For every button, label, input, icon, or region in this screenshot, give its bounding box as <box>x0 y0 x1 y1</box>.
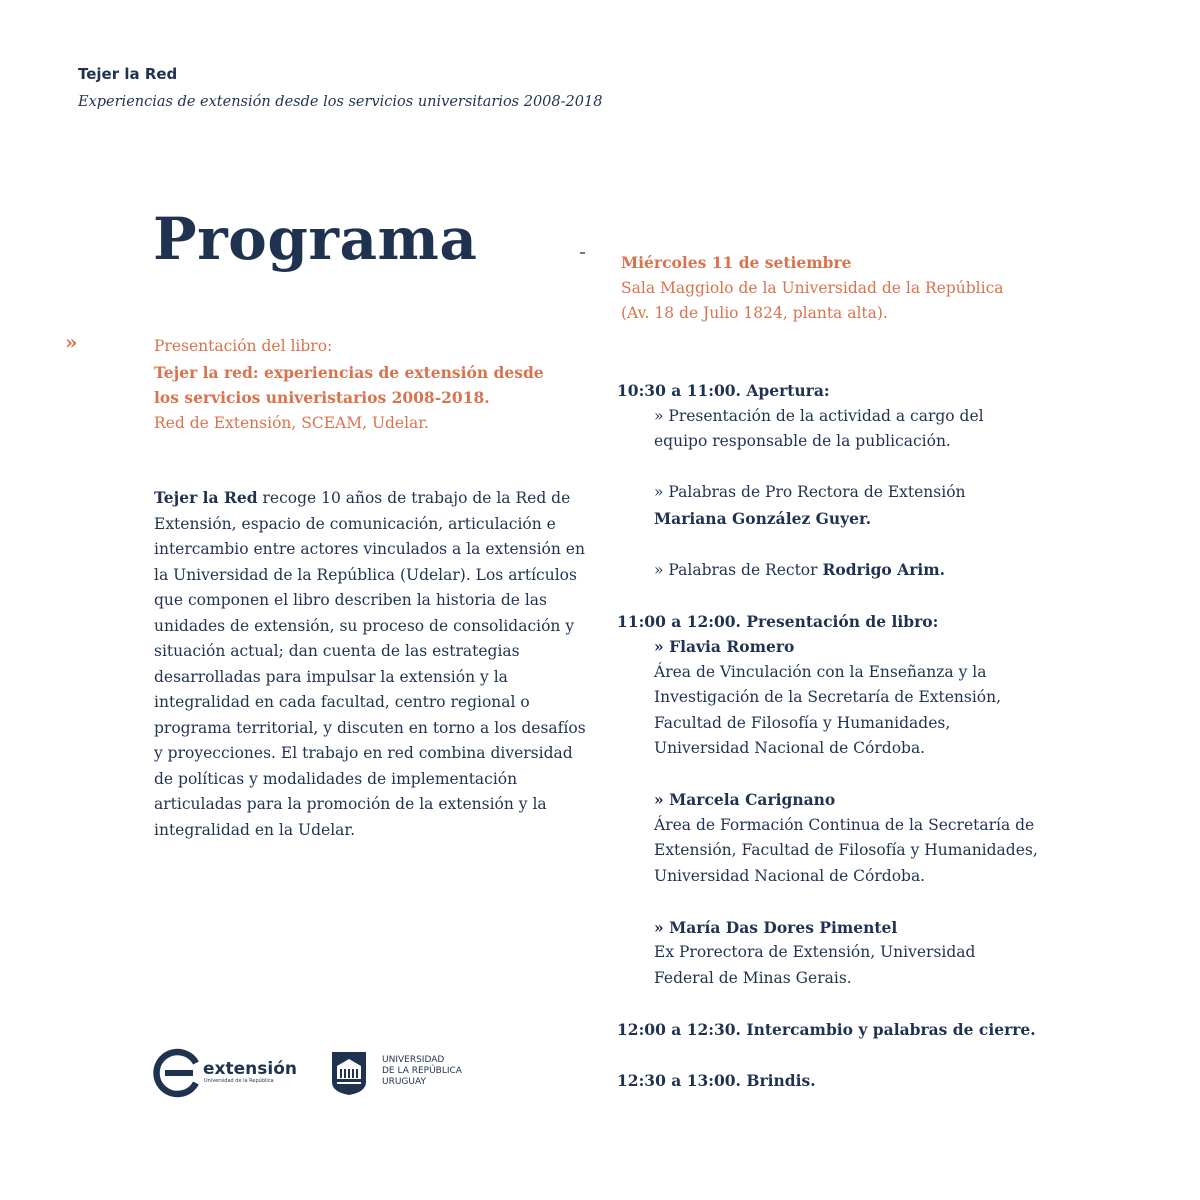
book-organization: Red de Extensión, SCEAM, Udelar. <box>154 413 429 432</box>
divider-dash <box>580 252 585 254</box>
extension-logo <box>152 1048 302 1098</box>
schedule-item: » Palabras de Pro Rectora de Extensión <box>654 483 966 501</box>
book-presentation <box>154 334 574 436</box>
speaker-name: » Marcela Carignano <box>654 790 836 809</box>
event-venue-line1: Sala Maggiolo de la Universidad de la República <box>621 278 1004 297</box>
speaker-affiliation: Extensión, Facultad de Filosofía y Humanidades, <box>654 841 1038 859</box>
program-heading: Programa <box>153 205 478 273</box>
udelar-logo <box>330 1050 480 1096</box>
speaker-affiliation: Universidad Nacional de Córdoba. <box>654 739 926 757</box>
schedule <box>617 378 1077 1093</box>
event-info <box>621 250 1061 327</box>
slot-time: 12:00 a 12:30. <box>617 1019 747 1039</box>
schedule-item-text: » Palabras de Rector <box>654 560 823 579</box>
speaker-affiliation: Facultad de Filosofía y Humanidades, <box>654 713 951 732</box>
book-title-line1: Tejer la red: experiencias de extensión desde <box>154 362 544 382</box>
speaker-name: Rodrigo Arim. <box>822 559 946 579</box>
presentation-intro: Presentación del libro: <box>154 337 333 355</box>
udelar-seal-icon <box>332 1052 366 1095</box>
speaker-affiliation: Ex Prorectora de Extensión, Universidad <box>654 943 976 961</box>
speaker-affiliation: Área de Vinculación con la Enseñanza y la <box>654 662 987 681</box>
speaker-affiliation: Investigación de la Secretaría de Extensión, <box>654 688 1002 706</box>
speaker-affiliation: Área de Formación Continua de la Secretaría de <box>654 815 1035 834</box>
speaker-name: » María Das Dores Pimentel <box>654 917 898 937</box>
slot-text: Brindis. <box>746 1070 816 1090</box>
speaker-affiliation: Universidad Nacional de Córdoba. <box>654 866 926 885</box>
udelar-line1: UNIVERSIDAD <box>382 1055 445 1065</box>
chevron-marker-icon: » <box>65 330 78 354</box>
udelar-line3: URUGUAY <box>382 1077 426 1087</box>
schedule-slot-closing <box>617 1017 1077 1043</box>
schedule-slot-toast <box>617 1068 1077 1094</box>
description-text: recoge 10 años de trabajo de la Red de Extensión, espacio de comunicación, articulación e intercambio entre actores vinculados a la extensión en la Universidad de la República (Udelar). Los artículos que componen el libro describen la historia de las unidades de extensión, su proceso de consolidación y situación actual; dan cuenta de las estrategias desarrolladas para impulsar la extensión y la integralidad en cada facultad, centro regional o programa territorial, y discuten en torno a los desafíos y proyecciones. El trabajo en red combina diversidad de políticas y modalidades de implementación articuladas para la promoción de la extensión y la integralidad en la Udelar. <box>154 489 586 839</box>
schedule-item: » Presentación de la actividad a cargo del <box>654 406 984 425</box>
document-subtitle: Experiencias de extensión desde los servicios universitarios 2008-2018 <box>78 94 603 110</box>
schedule-item: equipo responsable de la publicación. <box>654 432 951 450</box>
description-lead: Tejer la Red <box>154 488 258 507</box>
schedule-slot-presentation: 11:00 a 12:00. Presentación de libro: <box>617 611 939 631</box>
slot-time: 12:30 a 13:00. <box>617 1070 747 1090</box>
document-title: Tejer la Red <box>78 65 178 83</box>
event-date: Miércoles 11 de setiembre <box>621 253 852 272</box>
schedule-slot-opening: 10:30 a 11:00. Apertura: <box>617 381 830 400</box>
speaker-affiliation: Federal de Minas Gerais. <box>654 968 852 987</box>
slot-text: Intercambio y palabras de cierre. <box>746 1019 1036 1039</box>
extension-logo-sub: Universidad de la República <box>204 1078 274 1084</box>
book-description <box>154 485 594 843</box>
speaker-name: » Flavia Romero <box>654 637 795 656</box>
extension-logo-word: extensión <box>203 1059 297 1079</box>
speaker-name: Mariana González Guyer. <box>654 508 872 528</box>
event-venue-line2: (Av. 18 de Julio 1824, planta alta). <box>621 304 888 322</box>
book-title-line2: los servicios univeristarios 2008-2018. <box>154 388 490 407</box>
udelar-line2: DE LA REPÚBLICA <box>382 1066 462 1076</box>
schedule-item <box>617 557 1077 584</box>
extension-circle-icon <box>157 1052 196 1094</box>
